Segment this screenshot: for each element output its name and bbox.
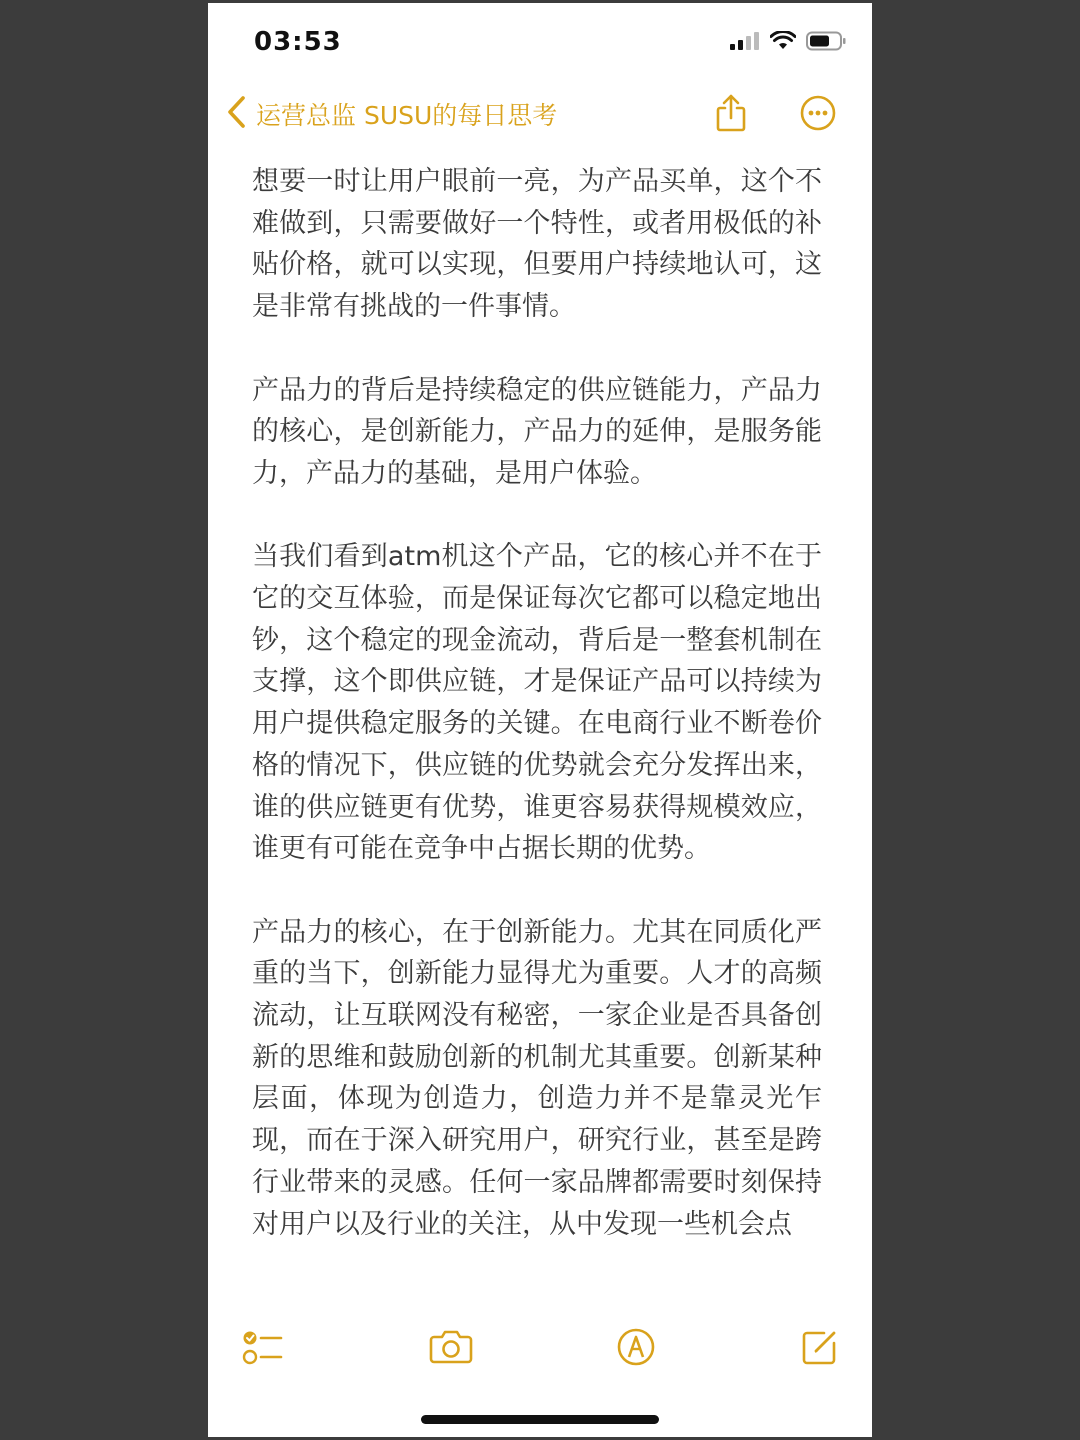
note-paragraph: 当我们看到atm机这个产品，它的核心并不在于它的交互体验，而是保证每次它都可以稳定地出钞，这个稳定的现金流动，背后是一整套机制在支撑，这个即供应链，才是保证产品可以持续为用户提供稳定服务的关键。在电商行业不断卷价格的情况下，供应链的优势就会充分发挥出来，谁的供应链更有优势，谁更容易获得规模效应，谁更有可能在竞争中占据长期的优势。 <box>252 541 822 865</box>
back-button[interactable] <box>226 95 557 133</box>
battery-icon <box>806 31 846 55</box>
status-icons <box>730 31 846 55</box>
back-label: 运营总监 SUSU的每日思考 <box>256 101 558 130</box>
note-paragraph: 想要一时让用户眼前一亮，为产品买单，这个不难做到，只需要做好一个特性，或者用极低的补贴价格，就可以实现，但要用户持续地认可，这是非常有挑战的一件事情。 <box>252 166 822 323</box>
compose-button[interactable] <box>800 1327 840 1371</box>
checklist-icon <box>242 1352 284 1371</box>
bottom-toolbar <box>208 1321 872 1381</box>
status-bar <box>208 3 872 83</box>
checklist-button[interactable] <box>242 1327 284 1371</box>
markup-button[interactable] <box>616 1327 656 1371</box>
wifi-icon <box>770 31 796 55</box>
navigation-bar <box>208 87 872 143</box>
more-icon <box>798 118 838 137</box>
phone-screen <box>208 3 872 1437</box>
share-button[interactable] <box>712 93 750 137</box>
status-time: 03:53 <box>254 27 342 57</box>
note-paragraph: 产品力的背后是持续稳定的供应链能力，产品力的核心，是创新能力，产品力的延伸，是服务能力，产品力的基础，是用户体验。 <box>252 374 822 489</box>
share-icon <box>712 118 750 137</box>
markup-pen-icon <box>616 1352 656 1371</box>
note-body[interactable] <box>252 161 822 1301</box>
note-paragraph: 产品力的核心，在于创新能力。尤其在同质化严重的当下，创新能力显得尤为重要。人才的高频流动，让互联网没有秘密，一家企业是否具备创新的思维和鼓励创新的机制尤其重要。创新某种层面，体现为创造力，创造力并不是靠灵光乍现，而在于深入研究用户，研究行业，甚至是跨行业带来的灵感。任何一家品牌都需要时刻保持对用户以及行业的关注，从中发现一些机会点 <box>252 916 822 1240</box>
cellular-signal-icon <box>730 31 760 55</box>
more-button[interactable] <box>798 93 838 137</box>
compose-icon <box>800 1352 840 1371</box>
home-indicator[interactable] <box>421 1415 659 1424</box>
chevron-left-icon <box>226 95 248 133</box>
camera-button[interactable] <box>429 1327 473 1369</box>
camera-icon <box>429 1350 473 1369</box>
